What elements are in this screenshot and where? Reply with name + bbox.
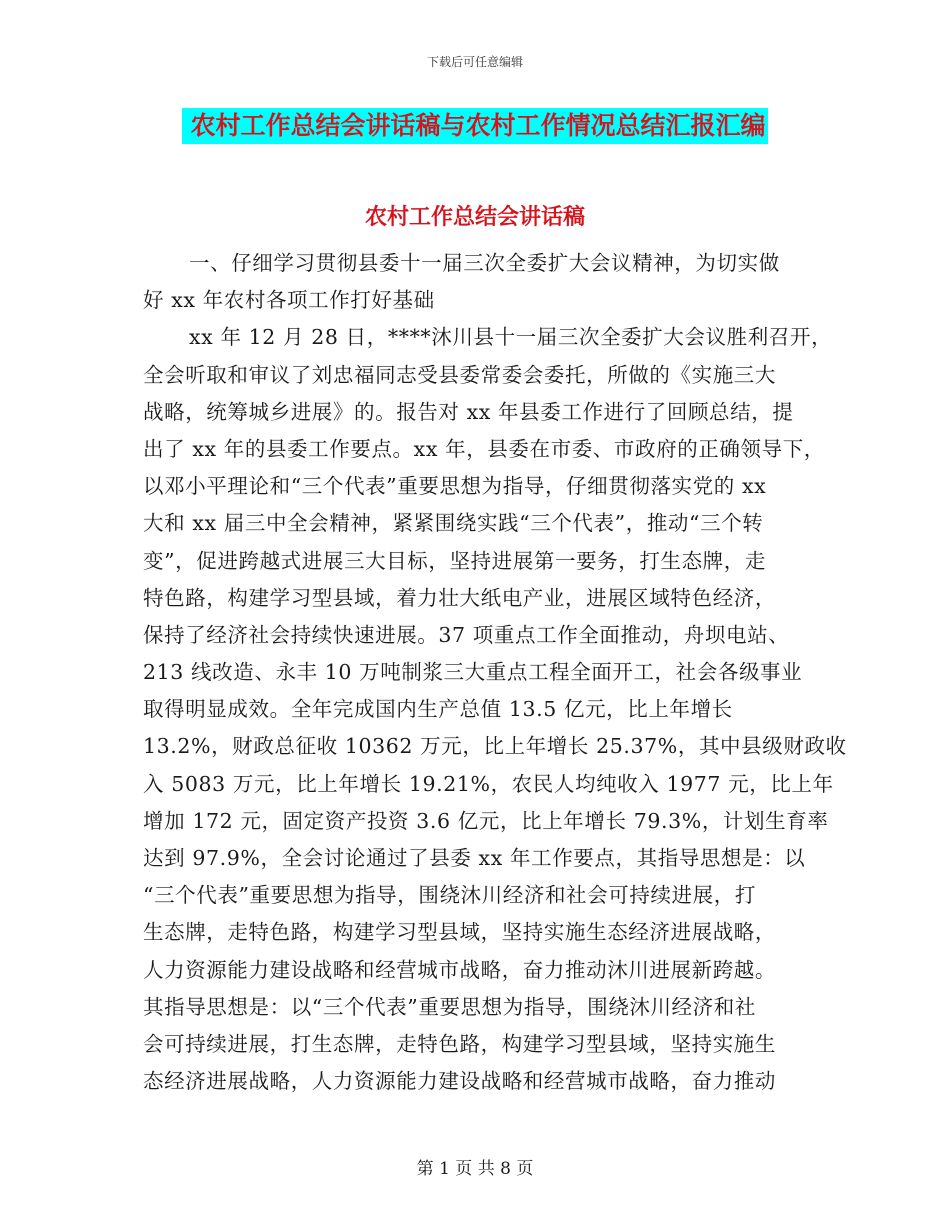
paragraph-line: 增加 172 元，固定资产投资 3.6 亿元，比上年增长 79.3%，计划生育率 bbox=[143, 808, 829, 833]
paragraph-line: 13.2%，财政总征收 10362 万元，比上年增长 25.37%，其中县级财政收 bbox=[143, 734, 847, 759]
paragraph-line: 变”，促进跨越式进展三大目标，坚持进展第一要务，打生态牌，走 bbox=[143, 548, 766, 573]
paragraph-line: 达到 97.9%，全会讨论通过了县委 xx 年工作要点，其指导思想是：以 bbox=[143, 846, 806, 870]
main-title-container bbox=[0, 108, 950, 144]
paragraph-line: 取得明显成效。全年完成国内生产总值 13.5 亿元，比上年增长 bbox=[143, 697, 733, 722]
paragraph-line: 生态牌，走特色路，构建学习型县域，坚持实施生态经济进展战略， bbox=[143, 920, 776, 945]
paragraph-line: 一、仔细学习贯彻县委十一届三次全委扩大会议精神，为切实做 bbox=[189, 251, 780, 275]
paragraph-line: 人力资源能力建设战略和经营城市战略，奋力推动沐川进展新跨越。 bbox=[143, 957, 776, 982]
paragraph-line: 以邓小平理论和“三个代表”重要思想为指导，仔细贯彻落实党的 xx bbox=[143, 474, 767, 499]
paragraph-line: 态经济进展战略，人力资源能力建设战略和经营城市战略，奋力推动 bbox=[143, 1069, 776, 1094]
paragraph-line: 会可持续进展，打生态牌，走特色路，构建学习型县域，坚持实施生 bbox=[143, 1031, 776, 1056]
paragraph-line: 其指导思想是：以“三个代表”重要思想为指导，围绕沐川经济和社 bbox=[143, 994, 756, 1019]
paragraph-line: 全会听取和审议了刘忠福同志受县委常委会委托，所做的《实施三大 bbox=[143, 362, 776, 387]
paragraph-line: 大和 xx 届三中全会精神，紧紧围绕实践“三个代表”，推动“三个转 bbox=[143, 511, 764, 536]
paragraph-line: xx 年 12 月 28 日，****沐川县十一届三次全委扩大会议胜利召开， bbox=[189, 325, 833, 350]
section-title: 农村工作总结会讲话稿 bbox=[364, 205, 585, 230]
paragraph-line: 好 xx 年农村各项工作打好基础 bbox=[143, 288, 435, 313]
paragraph-line: 213 线改造、永丰 10 万吨制浆三大重点工程全面开工，社会各级事业 bbox=[143, 660, 803, 685]
paragraph-line: 保持了经济社会持续快速进展。37 项重点工作全面推动，舟坝电站、 bbox=[143, 622, 790, 647]
paragraph-line: 出了 xx 年的县委工作要点。xx 年，县委在市委、市政府的正确领导下， bbox=[143, 436, 825, 461]
paragraph-line: 入 5083 万元，比上年增长 19.21%，农民人均纯收入 1977 元，比上年 bbox=[143, 771, 834, 796]
page-footer: 第 1 页 共 8 页 bbox=[416, 1159, 534, 1179]
paragraph-line: 战略，统筹城乡进展》的。报告对 xx 年县委工作进行了回顾总结，提 bbox=[143, 399, 794, 424]
main-title: 农村工作总结会讲话稿与农村工作情况总结汇报汇编 bbox=[182, 108, 767, 144]
paragraph-line: “三个代表”重要思想为指导，围绕沐川经济和社会可持续进展，打 bbox=[143, 883, 756, 908]
body-text bbox=[143, 245, 847, 1100]
paragraph-line: 特色路，构建学习型县域，着力壮大纸电产业，进展区域特色经济， bbox=[143, 585, 776, 610]
header-note: 下载后可任意编辑 bbox=[426, 55, 523, 69]
